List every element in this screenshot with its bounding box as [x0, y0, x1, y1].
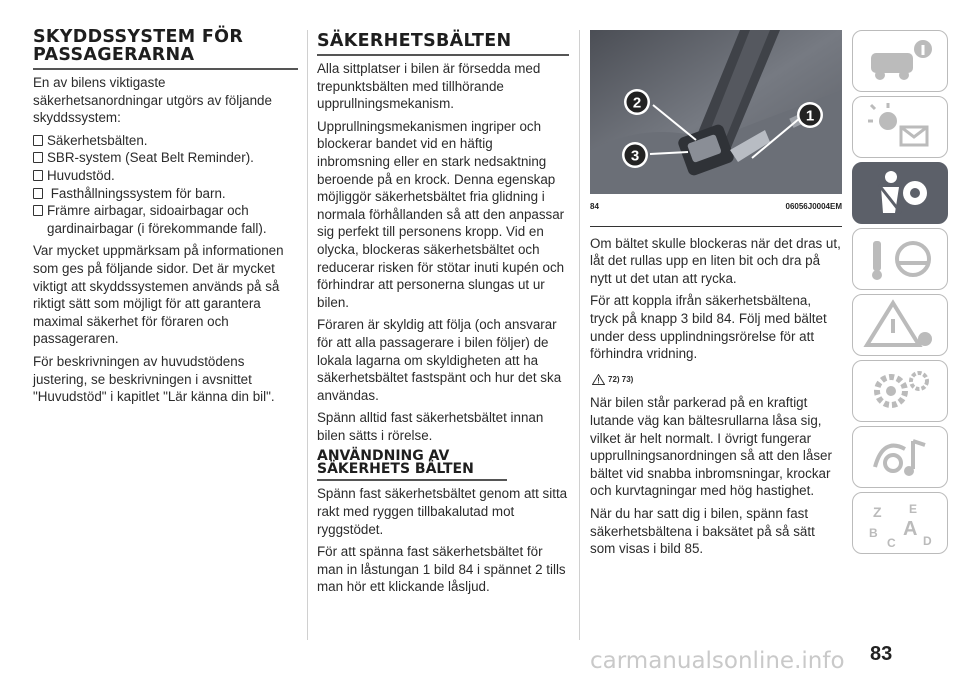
paragraph: Spänn fast säkerhetsbältet genom att sitta rakt med ryggen tillbakalutad mot ryggstödet. — [317, 486, 568, 537]
svg-text:A: A — [903, 518, 918, 540]
list-item — [33, 167, 298, 185]
svg-text:Z: Z — [873, 504, 882, 520]
checkbox-bullet-icon — [33, 188, 43, 199]
column-seatbelt-usage — [590, 30, 842, 563]
tab-warning-lights[interactable] — [852, 96, 948, 158]
list-item-text: Säkerhetsbälten. — [47, 132, 148, 148]
chapter-tab-sidebar — [852, 30, 946, 630]
tab-maintenance[interactable] — [852, 360, 948, 422]
paragraph: Var mycket uppmärksam på informationen som ges på följande sidor. Det är mycket viktigt att skyddssystemen används på så riktigt sätt som möjligt för att garantera maximal säkerhet för föraren och passageraren. — [33, 243, 284, 347]
paragraph: För att koppla ifrån säkerhetsbältena, tryck på knapp 3 bild 84. Följ med bältet under dess upplindningsrörelse för att förhindra vridning. — [590, 293, 827, 362]
callout-2 — [624, 89, 650, 115]
paragraph: För att spänna fast säkerhetsbältet för man in låstungan 1 bild 84 i spännet 2 tills man hör ett klickande låsljud. — [317, 544, 566, 595]
list-item-text: SBR-system (Seat Belt Reminder). — [47, 150, 254, 166]
list-item — [33, 149, 298, 167]
airbag-seatbelt-icon — [853, 163, 947, 223]
maintenance-icon — [853, 361, 947, 421]
svg-text:C: C — [887, 536, 896, 550]
tab-emergency[interactable] — [852, 294, 948, 356]
svg-text:B: B — [869, 526, 878, 540]
column-divider — [579, 30, 580, 640]
callout-3 — [622, 142, 648, 168]
subsection-heading: ANVÄNDNING AV SÄKERHETS BÄLTEN — [317, 450, 507, 481]
checkbox-bullet-icon — [33, 152, 43, 163]
list-item-text: Huvudstöd. — [47, 167, 115, 183]
tab-safety[interactable] — [852, 162, 948, 224]
buckle-illustration — [590, 30, 842, 194]
starting-driving-icon — [853, 229, 947, 289]
svg-text:2: 2 — [632, 94, 642, 112]
seatbelt-buckle-photo — [590, 30, 842, 194]
tab-multimedia[interactable] — [852, 426, 948, 488]
figure-number: 84 — [590, 202, 599, 211]
section-heading: SÄKERHETSBÄLTEN — [317, 30, 569, 56]
paragraph: När du har satt dig i bilen, spänn fast säkerhetsbältena i baksätet på så sätt som visas i bild 85. — [590, 505, 815, 557]
section-heading: SKYDDSSYSTEM FÖR PASSAGERARNA — [33, 28, 298, 70]
column-divider — [307, 30, 308, 640]
page-number: 83 — [870, 643, 893, 665]
list-item — [33, 185, 298, 203]
paragraph: När bilen står parkerad på en kraftigt lutande väg kan bältesrullarna låsa sig, vilket är helt normalt. I övrigt fungerar upprullningsanordningen så att den låser bältet vid snabba inbromsningar, krockar och kurvtagningar med hög hastighet. — [590, 395, 832, 499]
paragraph: Spänn alltid fast säkerhetsbältet innan bilen sätts i rörelse. — [317, 410, 544, 443]
checkbox-bullet-icon — [33, 170, 43, 181]
figure-caption — [590, 194, 842, 227]
svg-text:3: 3 — [630, 147, 640, 165]
tab-index[interactable] — [852, 492, 948, 554]
svg-text:D: D — [923, 534, 932, 548]
bullet-list — [33, 132, 298, 238]
watermark: carmanualsonline.info — [590, 648, 845, 674]
warning-lights-icon — [853, 97, 947, 157]
warning-triangle-icon — [592, 374, 605, 385]
svg-text:1: 1 — [805, 107, 815, 125]
tab-car-info[interactable] — [852, 30, 948, 92]
paragraph: Alla sittplatser i bilen är försedda med trepunktsbälten med tillhörande upprullningsmekanism. — [317, 61, 541, 112]
list-item-text: Fasthållningssystem för barn. — [47, 185, 226, 201]
svg-text:E: E — [909, 502, 918, 516]
multimedia-icon — [853, 427, 947, 487]
checkbox-bullet-icon — [33, 205, 43, 216]
list-item-text: Främre airbagar, sidoairbagar och gardinairbagar (i förekommande fall). — [47, 203, 267, 236]
figure-code: 06056J0004EM — [785, 202, 842, 211]
callout-1 — [797, 102, 823, 128]
paragraph: En av bilens viktigaste säkerhetsanordningar utgörs av följande skyddssystem: — [33, 75, 272, 126]
column-protection-systems — [33, 28, 298, 411]
tab-starting-driving[interactable] — [852, 228, 948, 290]
column-seatbelts — [317, 30, 569, 601]
list-item — [33, 132, 298, 150]
list-item — [33, 202, 298, 237]
index-icon — [853, 493, 947, 553]
paragraph: För beskrivningen av huvudstödens justering, se beskrivningen i avsnittet "Huvudstöd" i kapitlet "Lär känna din bil". — [33, 353, 275, 405]
warning-reference — [592, 371, 842, 389]
paragraph: Föraren är skyldig att följa (och ansvarar för att alla passagerare i bilen följer) de lokala lagarna om skyldigheten att ha säkerhetsbältet fastspänt och hur det ska användas. — [317, 317, 562, 403]
paragraph: Upprullningsmekanismen ingriper och blockerar bandet vid en häftig inbromsning eller en stark nedsaktning beroende på en krock. Denna egenskap möjliggör säkerhetsbältet fria glidning i normala förhållanden så att den anpassar sig perfekt till personens kropp. Vid en olycka, blockeras säkerhetsbältet och reducerar risken för stötar inuti kupén och förhindrar att personerna slungas ut ur bilen. — [317, 118, 565, 310]
car-info-icon — [853, 31, 947, 91]
paragraph: Om bältet skulle blockeras när det dras ut, låt det rullas upp en liten bit och dra på nytt ut det utan att rycka. — [590, 235, 841, 286]
checkbox-bullet-icon — [33, 135, 43, 146]
emergency-icon — [853, 295, 947, 355]
warning-ref-text: 72) 73) — [608, 374, 634, 384]
